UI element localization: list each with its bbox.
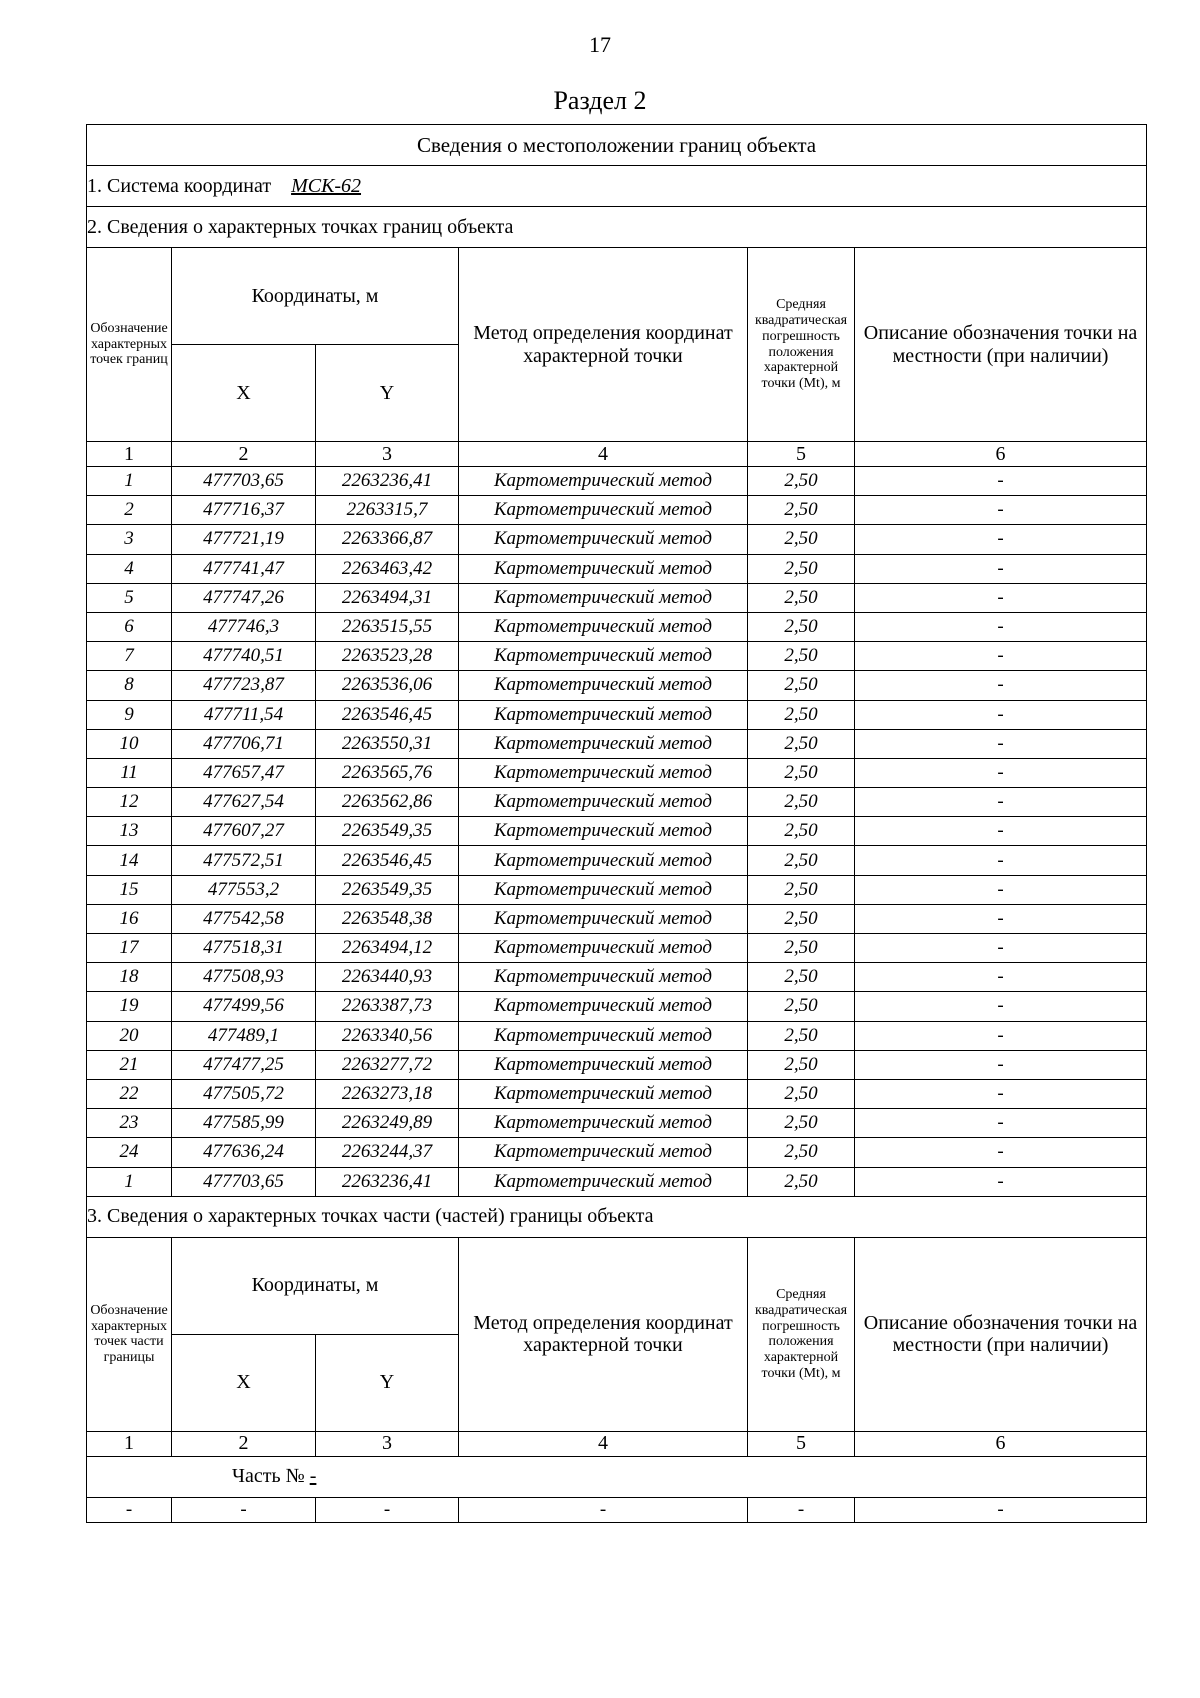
- header-designation: Обозначение характерных точек границ: [87, 248, 172, 442]
- point-method: Картометрический метод: [459, 1079, 748, 1108]
- points-heading: 2. Сведения о характерных точках границ объекта: [87, 207, 1147, 248]
- point-x: 477723,87: [172, 671, 316, 700]
- point-description: -: [855, 1079, 1147, 1108]
- point-id: 10: [87, 729, 172, 758]
- point-method: Картометрический метод: [459, 992, 748, 1021]
- point-method: Картометрический метод: [459, 846, 748, 875]
- point-method: Картометрический метод: [459, 963, 748, 992]
- boundary-table: [86, 124, 1147, 1523]
- header2-method: Метод определения координат характерной точки: [459, 1237, 748, 1431]
- header-coordinates: Координаты, м: [172, 248, 459, 345]
- page-number: 17: [589, 32, 611, 57]
- point-error: 2,50: [748, 1050, 855, 1079]
- point-x: 477703,65: [172, 1167, 316, 1196]
- table-row: [87, 467, 1147, 496]
- point-id: 6: [87, 612, 172, 641]
- point-x: 477553,2: [172, 875, 316, 904]
- point-x: 477711,54: [172, 700, 316, 729]
- point-method: Картометрический метод: [459, 1138, 748, 1167]
- point-method: Картометрический метод: [459, 758, 748, 787]
- point-id: 2: [87, 496, 172, 525]
- point-x: 477657,47: [172, 758, 316, 787]
- point-y: 2263494,12: [316, 934, 459, 963]
- point-x: 477741,47: [172, 554, 316, 583]
- point-method: Картометрический метод: [459, 729, 748, 758]
- point-id: 19: [87, 992, 172, 1021]
- point-method: Картометрический метод: [459, 1021, 748, 1050]
- point-method: Картометрический метод: [459, 671, 748, 700]
- point-x: 477740,51: [172, 642, 316, 671]
- point-id: 22: [87, 1079, 172, 1108]
- point-x: 477607,27: [172, 817, 316, 846]
- point-y: 2263340,56: [316, 1021, 459, 1050]
- point-error: 2,50: [748, 729, 855, 758]
- table-row: [87, 875, 1147, 904]
- point-x: 477716,37: [172, 496, 316, 525]
- point-x: 477706,71: [172, 729, 316, 758]
- point-error: 2,50: [748, 1138, 855, 1167]
- point-x: 477518,31: [172, 934, 316, 963]
- point-x: 477746,3: [172, 612, 316, 641]
- header-x: X: [172, 345, 316, 442]
- part-cell: -: [459, 1497, 748, 1522]
- table-row: [87, 671, 1147, 700]
- point-description: -: [855, 496, 1147, 525]
- point-y: 2263548,38: [316, 904, 459, 933]
- point-id: 9: [87, 700, 172, 729]
- point-description: -: [855, 729, 1147, 758]
- column-number: 6: [855, 442, 1147, 467]
- point-x: 477477,25: [172, 1050, 316, 1079]
- point-x: 477747,26: [172, 583, 316, 612]
- table-row: [87, 1079, 1147, 1108]
- point-description: -: [855, 525, 1147, 554]
- point-method: Картометрический метод: [459, 554, 748, 583]
- part-label: Часть №: [232, 1465, 305, 1488]
- header2-x: X: [172, 1334, 316, 1431]
- point-id: 14: [87, 846, 172, 875]
- part-cell: -: [748, 1497, 855, 1522]
- point-method: Картометрический метод: [459, 467, 748, 496]
- point-error: 2,50: [748, 963, 855, 992]
- part-row: [87, 1456, 1147, 1497]
- point-y: 2263463,42: [316, 554, 459, 583]
- header2-y: Y: [316, 1334, 459, 1431]
- table-row: [87, 642, 1147, 671]
- part-cell: -: [87, 1497, 172, 1522]
- point-description: -: [855, 992, 1147, 1021]
- point-id: 3: [87, 525, 172, 554]
- part-cell: -: [855, 1497, 1147, 1522]
- point-id: 1: [87, 467, 172, 496]
- point-method: Картометрический метод: [459, 1109, 748, 1138]
- part-cell: -: [172, 1497, 316, 1522]
- point-method: Картометрический метод: [459, 642, 748, 671]
- point-y: 2263236,41: [316, 1167, 459, 1196]
- point-method: Картометрический метод: [459, 496, 748, 525]
- point-description: -: [855, 671, 1147, 700]
- table-row: [87, 729, 1147, 758]
- part-value: -: [309, 1465, 317, 1488]
- column-number: 1: [87, 442, 172, 467]
- point-y: 2263536,06: [316, 671, 459, 700]
- point-description: -: [855, 1050, 1147, 1079]
- point-id: 11: [87, 758, 172, 787]
- point-error: 2,50: [748, 700, 855, 729]
- column-number: 1: [87, 1431, 172, 1456]
- header-description: Описание обозначения точки на местности (при наличии): [855, 248, 1147, 442]
- header2-coordinates: Координаты, м: [172, 1237, 459, 1334]
- table-row: [87, 1021, 1147, 1050]
- point-description: -: [855, 1138, 1147, 1167]
- point-y: 2263440,93: [316, 963, 459, 992]
- table-row: [87, 817, 1147, 846]
- point-method: Картометрический метод: [459, 875, 748, 904]
- point-x: 477627,54: [172, 788, 316, 817]
- point-y: 2263494,31: [316, 583, 459, 612]
- point-description: -: [855, 758, 1147, 787]
- point-error: 2,50: [748, 875, 855, 904]
- point-x: 477508,93: [172, 963, 316, 992]
- point-id: 5: [87, 583, 172, 612]
- point-y: 2263515,55: [316, 612, 459, 641]
- point-y: 2263562,86: [316, 788, 459, 817]
- point-id: 8: [87, 671, 172, 700]
- point-id: 12: [87, 788, 172, 817]
- point-error: 2,50: [748, 817, 855, 846]
- point-x: 477721,19: [172, 525, 316, 554]
- point-y: 2263277,72: [316, 1050, 459, 1079]
- table-row: [87, 788, 1147, 817]
- table-row: [87, 1050, 1147, 1079]
- column-number: 2: [172, 442, 316, 467]
- point-y: 2263315,7: [316, 496, 459, 525]
- point-method: Картометрический метод: [459, 934, 748, 963]
- point-error: 2,50: [748, 1167, 855, 1196]
- point-description: -: [855, 612, 1147, 641]
- column-number: 3: [316, 442, 459, 467]
- section-title: Раздел 2: [553, 86, 647, 115]
- table-row: [87, 496, 1147, 525]
- point-id: 20: [87, 1021, 172, 1050]
- table-row: [87, 904, 1147, 933]
- column-number: 4: [459, 1431, 748, 1456]
- coordinate-system-row: [87, 166, 1147, 207]
- point-y: 2263550,31: [316, 729, 459, 758]
- point-description: -: [855, 1167, 1147, 1196]
- point-description: -: [855, 700, 1147, 729]
- column-numbers-row: [87, 1431, 1147, 1456]
- table-row: [87, 525, 1147, 554]
- point-y: 2263549,35: [316, 875, 459, 904]
- point-error: 2,50: [748, 583, 855, 612]
- point-error: 2,50: [748, 934, 855, 963]
- table-row: [87, 612, 1147, 641]
- point-error: 2,50: [748, 671, 855, 700]
- point-x: 477505,72: [172, 1079, 316, 1108]
- part-data-row: [87, 1497, 1147, 1522]
- point-id: 17: [87, 934, 172, 963]
- point-description: -: [855, 788, 1147, 817]
- point-x: 477499,56: [172, 992, 316, 1021]
- point-x: 477572,51: [172, 846, 316, 875]
- point-description: -: [855, 642, 1147, 671]
- column-number: 3: [316, 1431, 459, 1456]
- point-y: 2263565,76: [316, 758, 459, 787]
- table-row: [87, 992, 1147, 1021]
- header-error: Средняя квадратическая погрешность положения характерной точки (Mt), м: [748, 248, 855, 442]
- point-y: 2263244,37: [316, 1138, 459, 1167]
- column-numbers-row: [87, 442, 1147, 467]
- point-description: -: [855, 904, 1147, 933]
- part-cell: -: [316, 1497, 459, 1522]
- point-description: -: [855, 1109, 1147, 1138]
- point-description: -: [855, 554, 1147, 583]
- header2-designation: Обозначение характерных точек части границы: [87, 1237, 172, 1431]
- point-x: 477703,65: [172, 467, 316, 496]
- table-row: [87, 963, 1147, 992]
- table-row: [87, 700, 1147, 729]
- point-method: Картометрический метод: [459, 904, 748, 933]
- point-x: 477636,24: [172, 1138, 316, 1167]
- column-number: 4: [459, 442, 748, 467]
- point-error: 2,50: [748, 612, 855, 641]
- point-id: 4: [87, 554, 172, 583]
- point-y: 2263249,89: [316, 1109, 459, 1138]
- point-method: Картометрический метод: [459, 525, 748, 554]
- point-description: -: [855, 467, 1147, 496]
- point-error: 2,50: [748, 992, 855, 1021]
- point-y: 2263366,87: [316, 525, 459, 554]
- point-y: 2263523,28: [316, 642, 459, 671]
- column-number: 6: [855, 1431, 1147, 1456]
- point-error: 2,50: [748, 758, 855, 787]
- point-id: 1: [87, 1167, 172, 1196]
- point-id: 23: [87, 1109, 172, 1138]
- point-y: 2263387,73: [316, 992, 459, 1021]
- point-id: 21: [87, 1050, 172, 1079]
- point-y: 2263546,45: [316, 846, 459, 875]
- point-error: 2,50: [748, 554, 855, 583]
- point-id: 7: [87, 642, 172, 671]
- point-error: 2,50: [748, 525, 855, 554]
- table-row: [87, 1167, 1147, 1196]
- table-row: [87, 554, 1147, 583]
- point-error: 2,50: [748, 496, 855, 525]
- header2-error: Средняя квадратическая погрешность положения характерной точки (Mt), м: [748, 1237, 855, 1431]
- point-id: 13: [87, 817, 172, 846]
- point-error: 2,50: [748, 1021, 855, 1050]
- point-y: 2263549,35: [316, 817, 459, 846]
- table-row: [87, 758, 1147, 787]
- point-y: 2263546,45: [316, 700, 459, 729]
- header2-description: Описание обозначения точки на местности (при наличии): [855, 1237, 1147, 1431]
- point-method: Картометрический метод: [459, 612, 748, 641]
- table-title: Сведения о местоположении границ объекта: [87, 125, 1147, 166]
- header-y: Y: [316, 345, 459, 442]
- point-description: -: [855, 583, 1147, 612]
- table-row: [87, 1109, 1147, 1138]
- point-method: Картометрический метод: [459, 1050, 748, 1079]
- column-number: 2: [172, 1431, 316, 1456]
- point-error: 2,50: [748, 467, 855, 496]
- point-method: Картометрический метод: [459, 817, 748, 846]
- table-row: [87, 583, 1147, 612]
- table-row: [87, 846, 1147, 875]
- point-x: 477489,1: [172, 1021, 316, 1050]
- point-error: 2,50: [748, 1079, 855, 1108]
- coordinate-system-value: МСК-62: [291, 174, 362, 197]
- point-method: Картометрический метод: [459, 700, 748, 729]
- point-error: 2,50: [748, 788, 855, 817]
- column-number: 5: [748, 442, 855, 467]
- coordinate-system-label: 1. Система координат: [87, 174, 272, 197]
- point-description: -: [855, 934, 1147, 963]
- point-description: -: [855, 846, 1147, 875]
- point-x: 477585,99: [172, 1109, 316, 1138]
- header-method: Метод определения координат характерной точки: [459, 248, 748, 442]
- point-id: 16: [87, 904, 172, 933]
- point-method: Картометрический метод: [459, 1167, 748, 1196]
- point-error: 2,50: [748, 642, 855, 671]
- point-description: -: [855, 963, 1147, 992]
- point-id: 18: [87, 963, 172, 992]
- point-id: 24: [87, 1138, 172, 1167]
- point-x: 477542,58: [172, 904, 316, 933]
- point-description: -: [855, 817, 1147, 846]
- table-row: [87, 934, 1147, 963]
- point-method: Картометрический метод: [459, 583, 748, 612]
- point-error: 2,50: [748, 1109, 855, 1138]
- point-error: 2,50: [748, 846, 855, 875]
- point-y: 2263236,41: [316, 467, 459, 496]
- table-row: [87, 1138, 1147, 1167]
- point-method: Картометрический метод: [459, 788, 748, 817]
- column-number: 5: [748, 1431, 855, 1456]
- point-description: -: [855, 1021, 1147, 1050]
- point-y: 2263273,18: [316, 1079, 459, 1108]
- point-error: 2,50: [748, 904, 855, 933]
- point-id: 15: [87, 875, 172, 904]
- point-description: -: [855, 875, 1147, 904]
- parts-heading: 3. Сведения о характерных точках части (частей) границы объекта: [87, 1196, 1147, 1237]
